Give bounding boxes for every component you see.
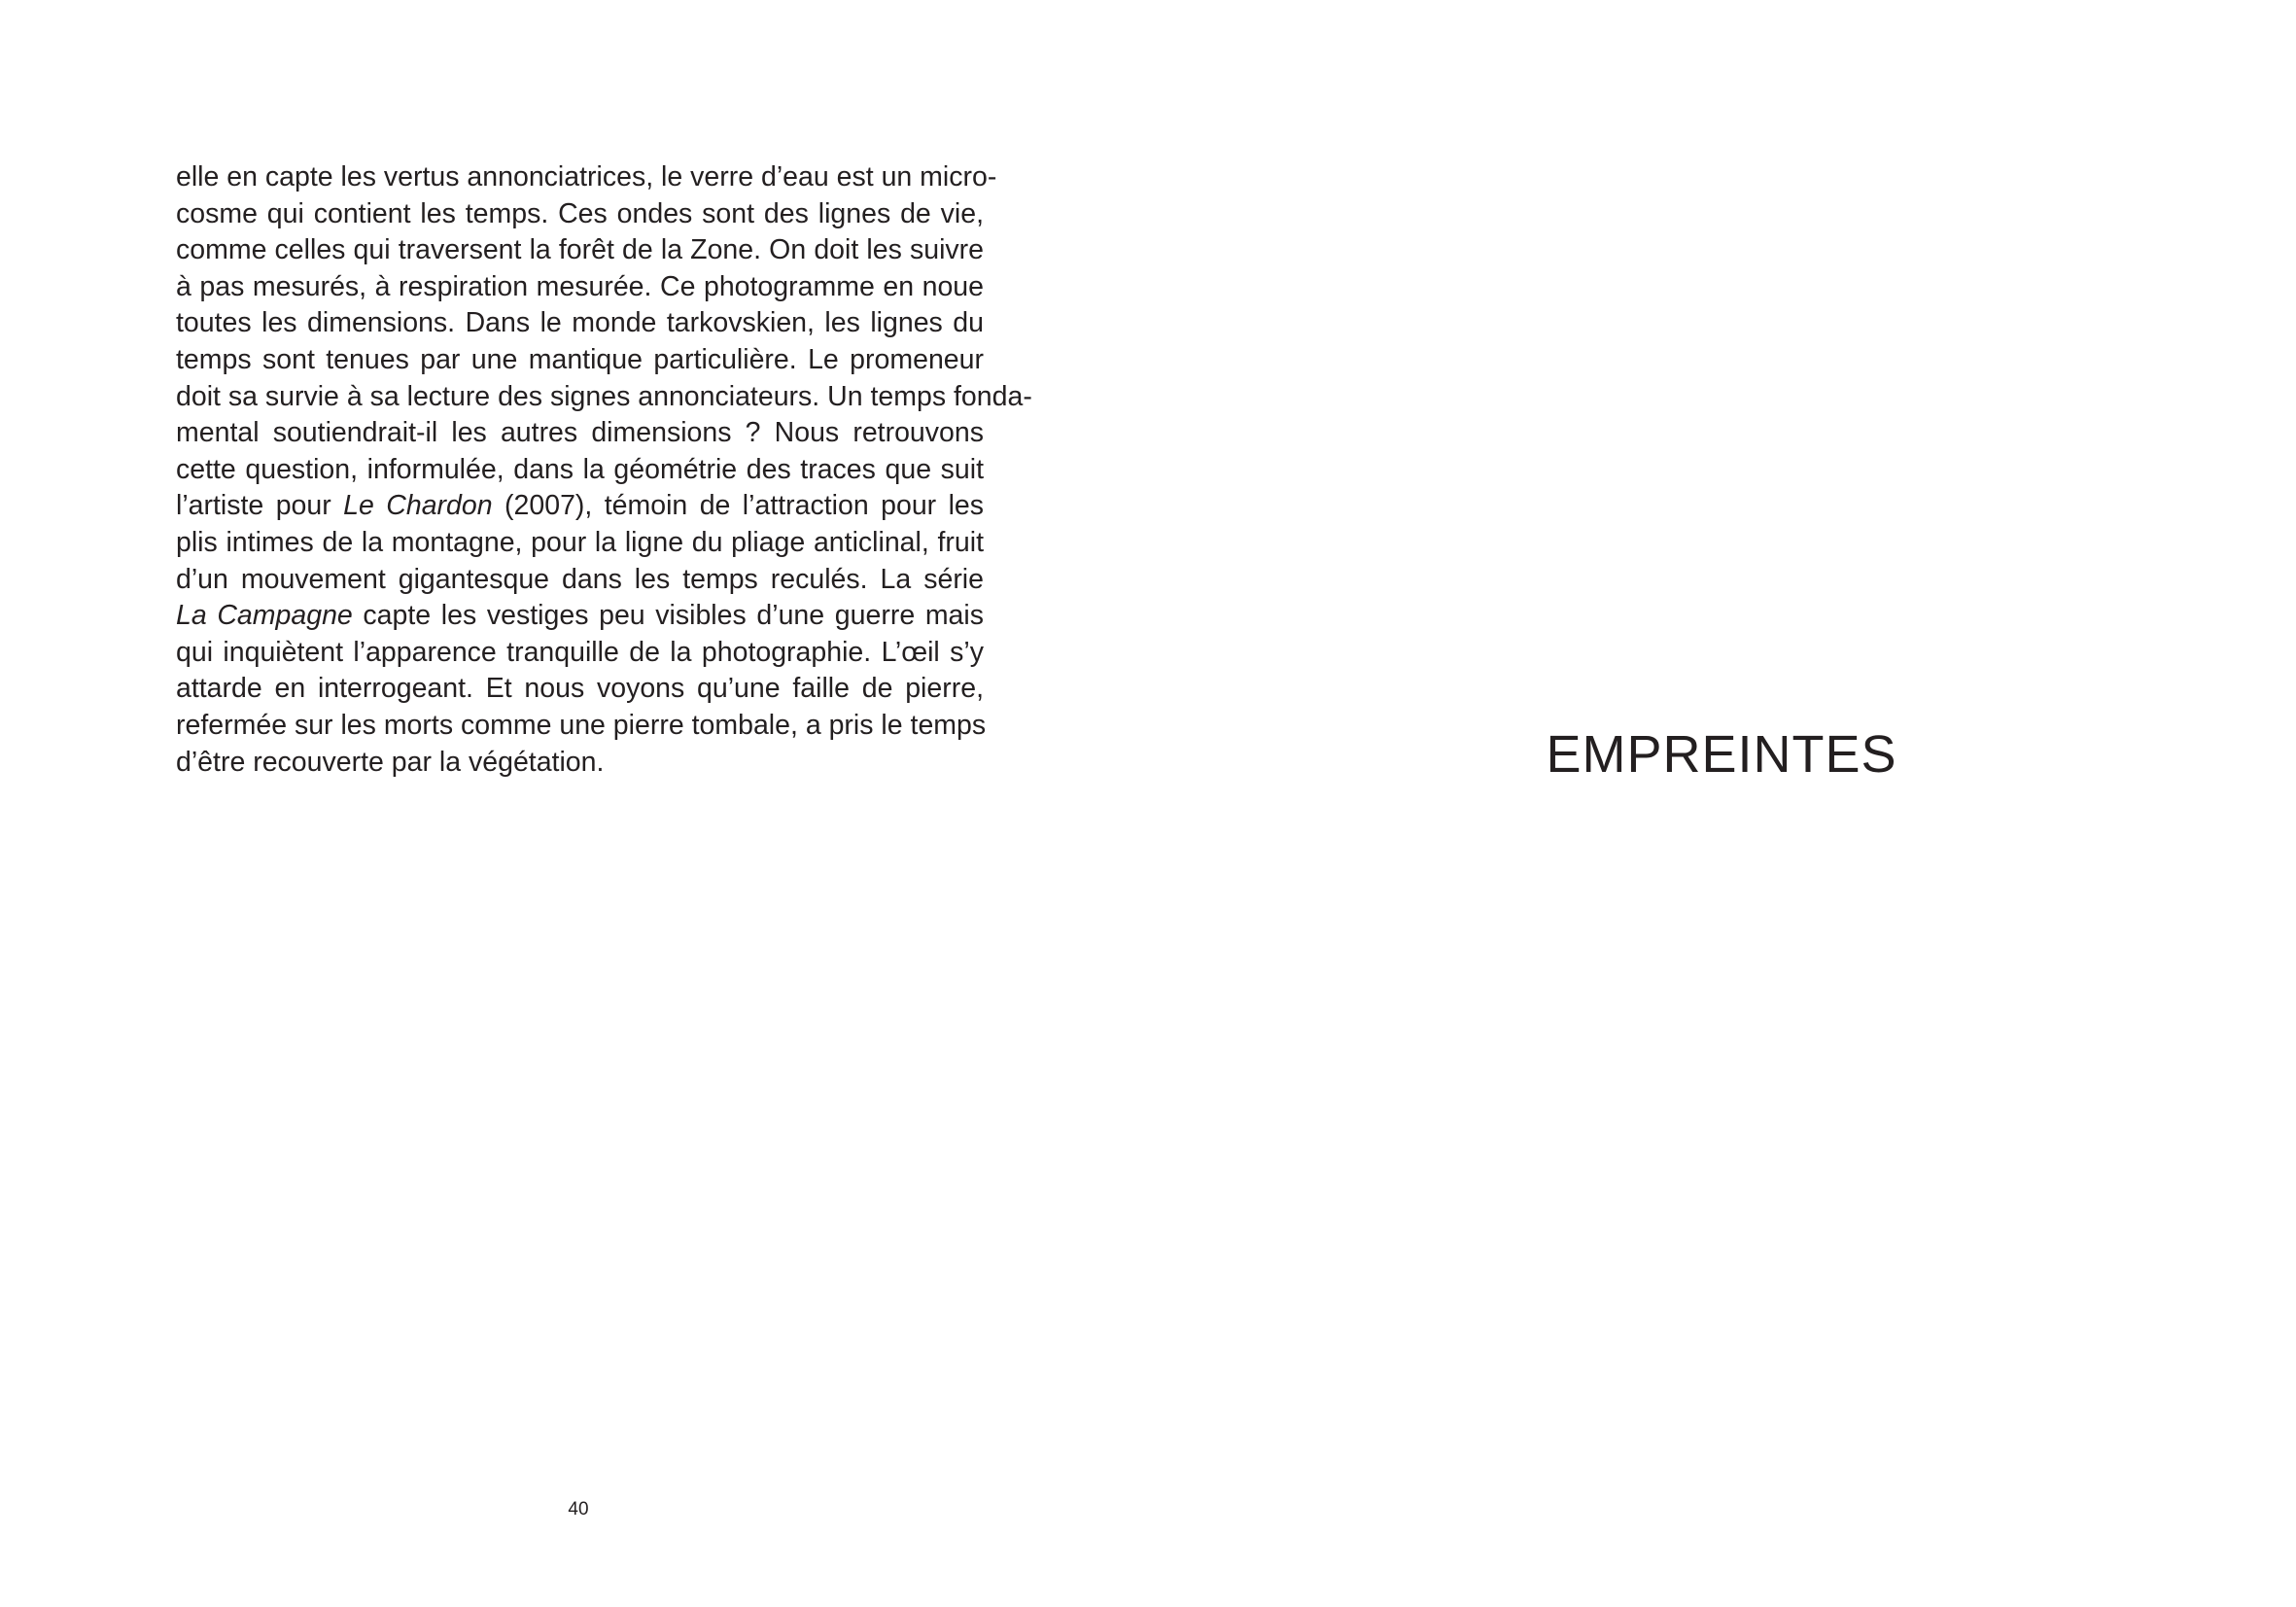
- paragraph-line: [176, 305, 984, 342]
- paragraph-line: [176, 415, 984, 452]
- paragraph-line: [176, 342, 984, 379]
- text-run: temps sont tenues par une mantique particulière. Le promeneur: [176, 343, 984, 375]
- text-run: cette question, informulée, dans la géométrie des traces que suit: [176, 453, 984, 485]
- right-page: [1148, 0, 2296, 1607]
- paragraph-line: [176, 745, 984, 782]
- text-run: comme celles qui traversent la forêt de la Zone. On doit les suivre: [176, 234, 984, 266]
- text-run: elle en capte les vertus annonciatrices, le verre d’eau est un micro-: [176, 161, 997, 192]
- paragraph-line: [176, 488, 984, 525]
- paragraph-line: [176, 159, 997, 196]
- text-run: qui inquiètent l’apparence tranquille de la photographie. L’œil s’y: [176, 636, 984, 668]
- text-run: d’être recouverte par la végétation.: [176, 746, 605, 778]
- text-run: cosme qui contient les temps. Ces ondes sont des lignes de vie,: [176, 197, 984, 229]
- text-run: attarde en interrogeant. Et nous voyons qu’une faille de pierre,: [176, 673, 984, 705]
- paragraph-line: [176, 598, 984, 635]
- artwork-title-la-campagne: La Campagne: [176, 600, 353, 632]
- paragraph-line: [176, 452, 984, 489]
- text-run: capte les vestiges peu visibles d’une guerre mais: [352, 600, 984, 632]
- text-run: toutes les dimensions. Dans le monde tarkovskien, les lignes du: [176, 307, 984, 339]
- paragraph-line: [176, 708, 987, 745]
- paragraph-line: [176, 671, 984, 708]
- text-run: l’artiste pour: [176, 490, 344, 522]
- paragraph-line: [176, 196, 984, 233]
- paragraph-line: [176, 232, 984, 269]
- paragraph-line: [176, 562, 984, 599]
- text-run: refermée sur les morts comme une pierre tombale, a pris le temps: [176, 709, 987, 741]
- paragraph-line: [176, 525, 984, 562]
- text-run: d’un mouvement gigantesque dans les temps reculés. La série: [176, 563, 984, 595]
- paragraph-line: [176, 269, 984, 306]
- body-paragraph: [176, 159, 1032, 781]
- text-run: plis intimes de la montagne, pour la ligne du pliage anticlinal, fruit: [176, 526, 984, 558]
- text-run: à pas mesurés, à respiration mesurée. Ce photogramme en noue: [176, 270, 984, 302]
- text-run: (2007), témoin de l’attraction pour les: [492, 490, 985, 522]
- text-run: doit sa survie à sa lecture des signes annonciateurs. Un temps fonda-: [176, 380, 1032, 412]
- section-title: EMPREINTES: [1546, 725, 1897, 784]
- artwork-title-le-chardon: Le Chardon: [343, 490, 493, 522]
- text-run: mental soutiendrait-il les autres dimensions ? Nous retrouvons: [176, 417, 984, 449]
- page-number: 40: [568, 1499, 589, 1520]
- paragraph-line: [176, 635, 984, 672]
- paragraph-line: [176, 379, 1032, 416]
